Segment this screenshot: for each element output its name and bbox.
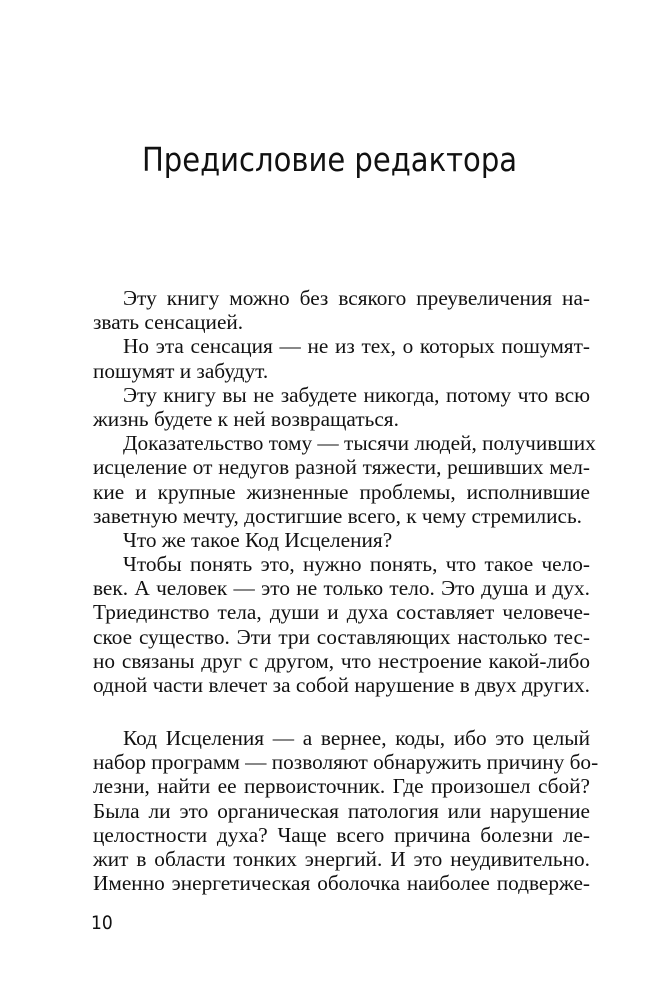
text-line: набор программ — позволяют обнаружить причину бо-	[93, 750, 599, 775]
text-line: жит в области тонких энергий. И это неудивительно.	[93, 846, 590, 871]
page-title: Предисловие редактора	[141, 140, 518, 179]
text-line: Доказательство тому — тысячи людей, получивших	[123, 431, 596, 456]
text-line: Но эта сенсация — не из тех, о которых пошумят-	[123, 334, 590, 359]
text-line: жизнь будете к ней возвращаться.	[93, 406, 399, 431]
text-line: Именно энергетическая оболочка наиболее подверже-	[93, 871, 590, 896]
text-line: кие и крупные жизненные проблемы, исполнившие	[93, 479, 590, 504]
body-text-section-1	[93, 286, 596, 697]
text-line: Что же такое Код Исцеления?	[123, 527, 393, 552]
text-line: ское существо. Эти три составляющих настолько тес-	[93, 624, 590, 649]
text-line: Чтобы понять это, нужно понять, что такое чело-	[123, 552, 590, 577]
text-line: Эту книгу вы не забудете никогда, потому что всю	[123, 382, 590, 407]
text-line: Была ли это органическая патология или нарушение	[93, 798, 590, 823]
text-line: но связаны друг с другом, что нестроение какой-либо	[93, 648, 590, 673]
text-line: век. А человек — это не только тело. Это душа и дух.	[93, 576, 590, 601]
text-line: исцеление от недугов разной тяжести, решивших мел-	[93, 455, 590, 480]
text-line: звать сенсацией.	[93, 310, 244, 335]
text-line: Код Исцеления — а вернее, коды, ибо это целый	[123, 726, 590, 750]
text-line: пошумят и забудут.	[93, 358, 269, 383]
text-line: Эту книгу можно без всякого преувеличения на-	[123, 286, 590, 310]
text-line: заветную мечту, достигшие всего, к чему стремились.	[93, 503, 583, 528]
text-line: одной части влечет за собой нарушение в двух других.	[93, 673, 590, 697]
body-text-section-2	[93, 726, 599, 896]
text-line: целостности духа? Чаще всего причина болезни ле-	[93, 822, 590, 847]
text-line: лезни, найти ее первоисточник. Где произошел сбой?	[93, 774, 590, 799]
text-line: Триединство тела, души и духа составляет человече-	[93, 600, 590, 625]
page-number: 10	[91, 912, 113, 934]
